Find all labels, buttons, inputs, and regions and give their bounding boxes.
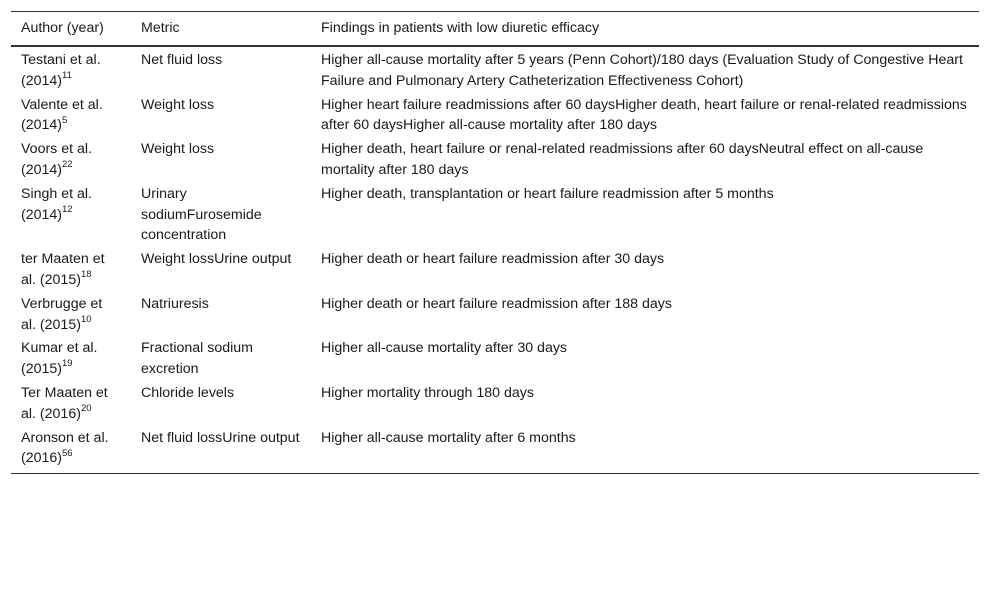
header-metric: Metric [141, 20, 180, 36]
diuretic-efficacy-table [11, 11, 979, 474]
author-text: Valente et al. (2014) [21, 96, 103, 134]
reference-number: 5 [62, 114, 68, 126]
findings-cell: Higher death, transplantation or heart failure readmission after 5 months [321, 185, 774, 202]
reference-number: 11 [62, 70, 72, 82]
header-findings: Findings in patients with low diuretic efficacy [321, 20, 600, 36]
author-cell [11, 94, 131, 139]
table-row [11, 46, 979, 94]
author-cell [11, 382, 131, 427]
author-cell [11, 293, 131, 338]
author-text: Kumar et al. (2015) [21, 340, 98, 378]
findings-cell: Higher death or heart failure readmission after 188 days [321, 295, 672, 312]
findings-cell: Higher all-cause mortality after 30 days [321, 340, 568, 357]
author-cell [11, 337, 131, 382]
author-cell [11, 427, 131, 474]
metric-cell: Chloride levels [141, 384, 235, 401]
header-row [11, 12, 979, 47]
table-row [11, 138, 979, 183]
table-row [11, 293, 979, 338]
author-text: Singh et al. (2014) [21, 185, 92, 223]
table-body [11, 46, 979, 474]
author-text: ter Maaten et al. (2015) [21, 251, 105, 288]
metric-cell: Weight lossUrine output [141, 251, 292, 268]
author-cell [11, 46, 131, 94]
table-header [11, 12, 979, 47]
reference-number: 10 [80, 313, 92, 325]
metric-cell: Natriuresis [141, 295, 209, 312]
findings-cell: Higher heart failure readmissions after 60 daysHigher death, heart failure or renal-related readmissions after 60 daysHigher all-cause mortality after 180 days [321, 96, 967, 134]
author-text: Ter Maaten et al. (2016) [21, 384, 108, 422]
findings-cell: Higher all-cause mortality after 5 years (Penn Cohort)/180 days (Evaluation Study of Congestive Heart Failure and Pulmonary Artery Catheterization Effectiveness Cohort) [321, 52, 963, 89]
metric-cell: Net fluid loss [141, 52, 223, 68]
author-text: Testani et al. (2014) [21, 52, 101, 89]
reference-number: 22 [62, 159, 73, 171]
author-cell [11, 183, 131, 248]
table-row [11, 183, 979, 248]
reference-number: 18 [80, 269, 92, 281]
metric-cell: Weight loss [141, 96, 215, 113]
table-row [11, 248, 979, 293]
findings-cell: Higher death or heart failure readmission after 30 days [321, 251, 665, 268]
author-text: Aronson et al. (2016) [21, 429, 109, 467]
table-row [11, 94, 979, 139]
reference-number: 12 [62, 203, 73, 215]
table-row [11, 337, 979, 382]
findings-cell: Higher death, heart failure or renal-related readmissions after 60 daysNeutral effect on all-cause mortality after 180 days [321, 141, 924, 178]
reference-number: 20 [80, 403, 92, 415]
reference-number: 56 [62, 447, 73, 459]
metric-cell: Net fluid lossUrine output [141, 429, 300, 446]
metric-cell: Fractional sodium excretion [141, 340, 253, 378]
table-row [11, 427, 979, 474]
metric-cell: Urinary sodiumFurosemide concentration [141, 185, 262, 244]
author-text: Verbrugge et al. (2015) [21, 295, 103, 333]
author-cell [11, 248, 131, 293]
reference-number: 19 [62, 358, 73, 370]
findings-cell: Higher mortality through 180 days [321, 384, 534, 401]
author-cell [11, 138, 131, 183]
metric-cell: Weight loss [141, 141, 215, 158]
diuretic-efficacy-table-container [11, 11, 979, 474]
header-author-year: Author (year) [21, 20, 104, 36]
findings-cell: Higher all-cause mortality after 6 months [321, 429, 576, 446]
table-row [11, 382, 979, 427]
author-text: Voors et al. (2014) [21, 141, 92, 178]
